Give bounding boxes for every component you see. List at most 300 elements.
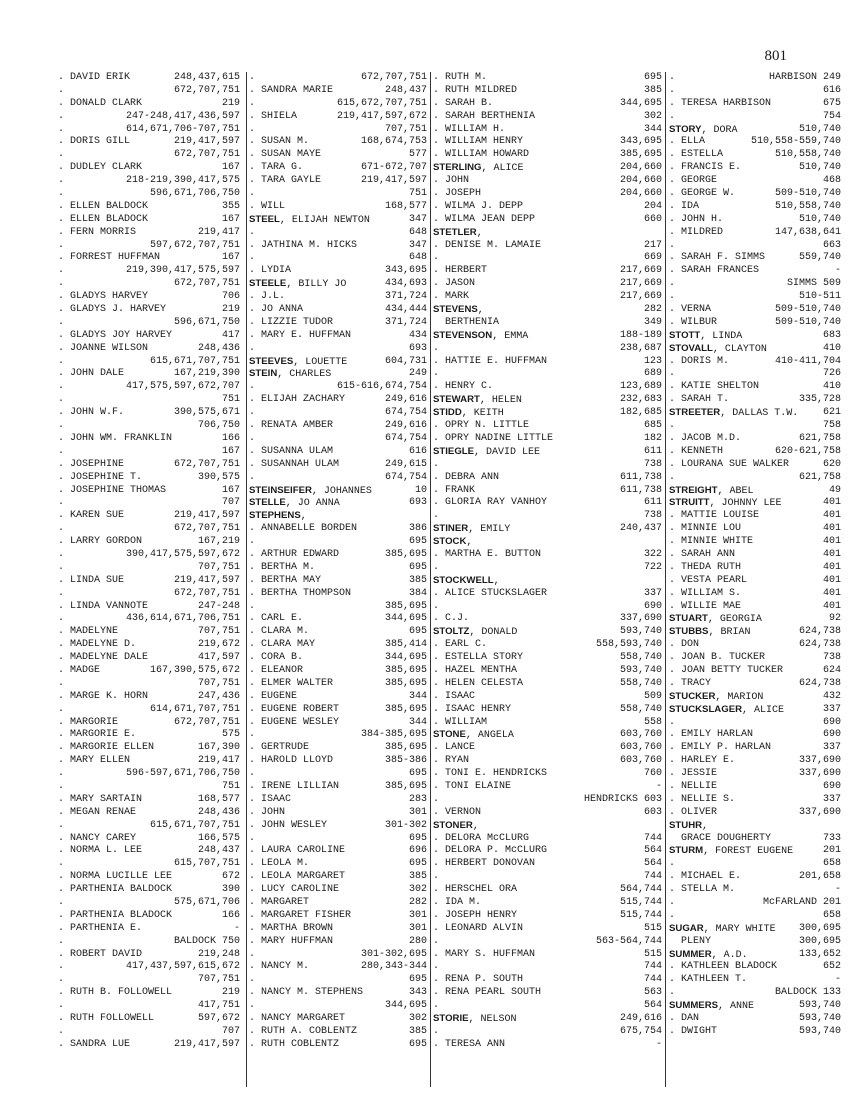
entry-pages: 603,760 — [619, 755, 662, 767]
entry-name: . JOSEPHINE — [58, 458, 125, 470]
entry-pages: 301 — [408, 922, 427, 934]
entry-pages: 300,695 — [798, 935, 841, 947]
index-entry — [669, 188, 841, 201]
index-column — [669, 72, 841, 1087]
index-entry — [669, 485, 841, 498]
entry-pages: 248,437 — [384, 84, 427, 96]
entry-name: . DAN — [669, 1013, 700, 1025]
entry-pages: 337,690 — [619, 613, 662, 625]
entry-pages: 337 — [822, 703, 841, 715]
entry-pages: 401 — [822, 523, 841, 535]
index-entry — [669, 781, 841, 794]
entry-name: . — [433, 342, 440, 354]
index-entry — [249, 588, 427, 601]
entry-name: . GERTRUDE — [249, 742, 310, 754]
entry-name: . SUSAN MAYE — [249, 149, 322, 161]
entry-name: STUHR, — [669, 819, 709, 832]
entry-name: . EMILY P. HARLAN — [669, 742, 772, 754]
entry-pages: 603 — [643, 806, 662, 818]
index-entry — [433, 278, 662, 291]
entry-pages: 167,390 — [197, 742, 240, 754]
entry-pages: 616 — [822, 84, 841, 96]
entry-pages: 510,558,740 — [774, 149, 841, 161]
entry-name: STUCKER, MARION — [669, 690, 764, 703]
entry-name: . RUTH B. FOLLOWELL — [58, 987, 173, 999]
entry-pages: 204,660 — [619, 188, 662, 200]
index-entry — [669, 987, 841, 1000]
entry-pages: 744 — [643, 974, 662, 986]
entry-pages: 564,744 — [619, 884, 662, 896]
entry-pages: 123,689 — [619, 381, 662, 393]
index-entry — [58, 613, 240, 626]
entry-pages: 249 — [408, 368, 427, 380]
entry-pages: 563 — [643, 987, 662, 999]
entry-name: . ISAAC HENRY — [433, 703, 512, 715]
entry-pages: 385 — [408, 574, 427, 586]
index-entry — [433, 291, 662, 304]
index-entry — [249, 433, 427, 446]
index-entry — [433, 136, 662, 149]
entry-name: . JOHN — [433, 175, 470, 187]
entry-name: STOCK, — [433, 536, 473, 549]
entry-name: . JOHN W.F. — [58, 407, 125, 419]
entry-pages: 672,707,751 — [173, 278, 240, 290]
entry-name: . BERTHA THOMPSON — [249, 587, 352, 599]
entry-pages: 301-302 — [384, 819, 427, 831]
entry-pages: 386 — [408, 523, 427, 535]
entry-name: . NELLIE S. — [669, 793, 736, 805]
entry-name: BERTHENIA — [433, 316, 500, 328]
entry-pages: 744 — [643, 832, 662, 844]
entry-name: . — [58, 188, 65, 200]
index-entry — [249, 175, 427, 188]
entry-pages: 217,669 — [619, 291, 662, 303]
index-entry — [669, 317, 841, 330]
entry-name: . DEBRA ANN — [433, 471, 500, 483]
entry-name: . — [433, 793, 440, 805]
entry-pages: 248,437 — [197, 845, 240, 857]
index-entry — [58, 768, 240, 781]
index-entry — [433, 510, 662, 523]
entry-name: . RUTH FOLLOWELL — [58, 1013, 155, 1025]
entry-pages: 337 — [822, 793, 841, 805]
entry-name: . — [249, 768, 256, 780]
entry-pages: 219,417 — [197, 755, 240, 767]
entry-pages: 168,577 — [197, 793, 240, 805]
index-entry — [58, 729, 240, 742]
index-entry — [669, 562, 841, 575]
index-entry — [433, 652, 662, 665]
index-entry — [249, 111, 427, 124]
entry-pages: 302 — [408, 1013, 427, 1025]
entry-pages: 133,652 — [798, 948, 841, 960]
entry-pages: 417,751 — [197, 1000, 240, 1012]
entry-name: . MATTIE LOUISE — [669, 510, 760, 522]
index-entry — [669, 356, 841, 369]
entry-name: . JOSEPH — [433, 188, 482, 200]
entry-pages: 247-248,417,436,597 — [125, 110, 240, 122]
entry-pages: 672,707,751 — [173, 716, 240, 728]
entry-name: . MARGARET FISHER — [249, 909, 352, 921]
index-entry — [58, 368, 240, 381]
entry-pages: 621,758 — [798, 471, 841, 483]
entry-pages: 280 — [408, 935, 427, 947]
entry-name: . — [58, 561, 65, 573]
entry-pages: 615,671,707,751 — [149, 355, 240, 367]
index-entry — [669, 459, 841, 472]
index-entry — [249, 252, 427, 265]
index-entry — [249, 446, 427, 459]
index-entry — [249, 381, 427, 394]
entry-pages: 219,417,597 — [173, 1038, 240, 1050]
entry-name: . TARA G. — [249, 162, 304, 174]
index-entry — [433, 742, 662, 755]
entry-pages: 204 — [643, 200, 662, 212]
entry-pages: 615,671,707,751 — [149, 819, 240, 831]
entry-pages: 672,707,751 — [173, 523, 240, 535]
entry-pages: 648 — [408, 226, 427, 238]
entry-name: . — [249, 72, 256, 83]
entry-pages: 401 — [822, 561, 841, 573]
entry-name: . J.L. — [249, 291, 286, 303]
entry-name: . KATHLEEN BLADOCK — [669, 961, 778, 973]
index-entry — [58, 755, 240, 768]
entry-name: . JOHN DALE — [58, 368, 125, 380]
entry-pages: 248,436 — [197, 806, 240, 818]
entry-name: . SARAH B. — [433, 97, 494, 109]
entry-name: . — [669, 909, 676, 921]
entry-name: . DELORA McCLURG — [433, 832, 530, 844]
entry-pages: 690 — [643, 600, 662, 612]
entry-name: . — [433, 961, 440, 973]
entry-pages: 347 — [408, 213, 427, 225]
index-entry — [58, 961, 240, 974]
index-entry — [433, 175, 662, 188]
entry-name: . JATHINA M. HICKS — [249, 239, 358, 251]
entry-pages: 434 — [408, 329, 427, 341]
index-entry — [58, 717, 240, 730]
entry-name: STUART, GEORGIA — [669, 613, 762, 626]
index-entry — [433, 794, 662, 807]
entry-name: . MEGAN RENAE — [58, 806, 137, 818]
entry-name: . DUDLEY CLARK — [58, 162, 143, 174]
entry-pages: 695 — [408, 832, 427, 844]
column-divider — [430, 72, 431, 1087]
index-entry — [433, 961, 662, 974]
index-entry — [58, 175, 240, 188]
entry-name: . KAREN SUE — [58, 510, 125, 522]
index-entry — [433, 252, 662, 265]
index-entry — [58, 85, 240, 98]
entry-pages: 238,687 — [619, 342, 662, 354]
entry-pages: 669 — [643, 252, 662, 264]
entry-pages: 596-597,671,706,750 — [125, 768, 240, 780]
entry-name: . — [249, 97, 256, 109]
entry-pages: 674,754 — [384, 432, 427, 444]
entry-name: . MARY S. HUFFMAN — [433, 948, 536, 960]
entry-name: . JOSEPHINE THOMAS — [58, 484, 167, 496]
entry-pages: 510-511 — [798, 291, 841, 303]
index-entry — [249, 72, 427, 85]
index-entry — [433, 317, 662, 330]
entry-pages: 509-510,740 — [774, 188, 841, 200]
entry-name: . ALICE STUCKSLAGER — [433, 587, 548, 599]
index-entry — [58, 497, 240, 510]
entry-name: . SUSAN M. — [249, 136, 310, 148]
entry-pages: 751 — [221, 394, 240, 406]
entry-pages: 302 — [643, 110, 662, 122]
index-entry — [249, 265, 427, 278]
entry-pages: 693 — [408, 342, 427, 354]
entry-name: . WILL — [249, 200, 286, 212]
entry-name: . LEOLA MARGARET — [249, 871, 346, 883]
entry-name: STEEVES, LOUETTE — [249, 355, 348, 368]
entry-pages: 343,695 — [619, 136, 662, 148]
entry-pages: 672,707,751 — [173, 458, 240, 470]
entry-pages: 707,751 — [197, 677, 240, 689]
entry-name: . — [433, 458, 440, 470]
index-entry — [249, 652, 427, 665]
entry-name: . OLIVER — [669, 806, 718, 818]
entry-pages: 593,740 — [798, 1013, 841, 1025]
index-column — [433, 72, 662, 1087]
entry-name: . MINNIE LOU — [669, 523, 742, 535]
index-entry — [58, 356, 240, 369]
index-entry — [249, 227, 427, 240]
index-entry — [58, 987, 240, 1000]
index-entry — [249, 936, 427, 949]
entry-pages: 510,740 — [798, 162, 841, 174]
index-entry — [433, 343, 662, 356]
entry-name: . BERTHA M. — [249, 561, 316, 573]
index-entry — [433, 691, 662, 704]
index-entry — [58, 652, 240, 665]
entry-name: . WILMA J. DEPP — [433, 200, 524, 212]
entry-pages: 558,740 — [619, 652, 662, 664]
entry-name: . — [433, 1000, 440, 1012]
index-entry — [249, 343, 427, 356]
index-entry — [249, 691, 427, 704]
entry-pages: 401 — [822, 497, 841, 509]
entry-pages: 577 — [408, 149, 427, 161]
entry-pages: 347 — [408, 239, 427, 251]
index-entry — [433, 304, 662, 317]
entry-pages: 283 — [408, 793, 427, 805]
entry-name: . CORA B. — [249, 652, 304, 664]
entry-name: . WILLIAM — [433, 716, 488, 728]
index-entry — [249, 472, 427, 485]
entry-name: . — [249, 974, 256, 986]
index-entry — [433, 472, 662, 485]
entry-pages: 738 — [643, 510, 662, 522]
entry-name: . — [669, 420, 676, 432]
entry-pages: 204,660 — [619, 175, 662, 187]
index-entry — [58, 381, 240, 394]
index-entry — [669, 510, 841, 523]
entry-pages: 510,740 — [798, 123, 841, 135]
index-entry — [669, 794, 841, 807]
entry-pages: 302 — [408, 884, 427, 896]
index-entry — [249, 974, 427, 987]
entry-name: . MARY E. HUFFMAN — [249, 329, 352, 341]
entry-pages: 337,690 — [798, 755, 841, 767]
entry-pages: 385,695 — [384, 742, 427, 754]
entry-name: . — [433, 510, 440, 522]
entry-pages: 510,558-559,740 — [750, 136, 841, 148]
entry-name: STUBBS, BRIAN — [669, 626, 751, 639]
index-entry — [249, 317, 427, 330]
entry-pages: 624 — [822, 664, 841, 676]
index-entry — [433, 833, 662, 846]
index-entry — [249, 884, 427, 897]
entry-pages: 509 — [643, 690, 662, 702]
index-column — [249, 72, 427, 1087]
entry-pages: 337 — [643, 587, 662, 599]
entry-pages: 695 — [408, 858, 427, 870]
index-entry — [249, 136, 427, 149]
entry-pages: 344,695 — [384, 652, 427, 664]
entry-name: . — [669, 278, 676, 290]
entry-pages: 337,690 — [798, 806, 841, 818]
entry-name: STORY, DORA — [669, 123, 738, 136]
entry-pages: - — [655, 780, 662, 792]
entry-name: . TERESA HARBISON — [669, 97, 772, 109]
entry-name: . — [58, 355, 65, 367]
entry-pages: 751 — [221, 780, 240, 792]
entry-name: STERLING, ALICE — [433, 162, 524, 175]
index-entry — [249, 1039, 427, 1052]
index-entry — [58, 1026, 240, 1039]
entry-pages: 738 — [822, 652, 841, 664]
entry-name: . — [249, 381, 256, 393]
index-entry — [249, 459, 427, 472]
entry-name: . ELIJAH ZACHARY — [249, 394, 346, 406]
index-entry — [433, 549, 662, 562]
entry-name: STOCKWELL, — [433, 574, 500, 587]
index-entry — [58, 1000, 240, 1013]
entry-pages: 401 — [822, 587, 841, 599]
entry-name: . RUTH A. COBLENTZ — [249, 1025, 358, 1037]
index-entry — [249, 858, 427, 871]
entry-name: . JASON — [433, 278, 476, 290]
entry-name: . LEONARD ALVIN — [433, 922, 524, 934]
entry-name: . JOHN — [249, 806, 286, 818]
entry-name: . LINDA SUE — [58, 574, 125, 586]
index-entry — [669, 330, 841, 343]
entry-pages: 675 — [822, 97, 841, 109]
entry-name: . HATTIE E. HUFFMAN — [433, 355, 548, 367]
index-entry — [58, 265, 240, 278]
index-entry — [433, 381, 662, 394]
entry-pages: 385,695 — [384, 677, 427, 689]
entry-pages: 219,417,597 — [360, 175, 427, 187]
index-entry — [669, 175, 841, 188]
entry-name: . DELORA P. McCLURG — [433, 845, 548, 857]
entry-pages: 754 — [822, 110, 841, 122]
index-entry — [433, 588, 662, 601]
index-entry — [249, 201, 427, 214]
index-entry — [669, 665, 841, 678]
entry-name: . FRANK — [433, 484, 476, 496]
entry-pages: 564 — [643, 845, 662, 857]
index-entry — [669, 420, 841, 433]
index-entry — [433, 85, 662, 98]
entry-pages: 751 — [408, 188, 427, 200]
entry-name: . SUSANNA ULAM — [249, 445, 334, 457]
index-entry — [58, 665, 240, 678]
entry-name: . DWIGHT — [669, 1025, 718, 1037]
index-entry — [58, 446, 240, 459]
entry-pages: 401 — [822, 548, 841, 560]
index-entry — [433, 768, 662, 781]
entry-pages: 722 — [643, 561, 662, 573]
entry-pages: 672,707,751 — [173, 149, 240, 161]
entry-pages — [423, 510, 427, 523]
index-entry — [669, 446, 841, 459]
entry-name: . SHIELA — [249, 110, 298, 122]
entry-pages: 559,740 — [798, 252, 841, 264]
index-entry — [249, 742, 427, 755]
entry-pages: 219,417,597 — [173, 574, 240, 586]
entry-pages: 434,444 — [384, 304, 427, 316]
entry-name: . ELMER WALTER — [249, 677, 334, 689]
entry-name: . CARL E. — [249, 613, 304, 625]
entry-pages: 417,437,597,615,672 — [125, 961, 240, 973]
index-entry — [433, 562, 662, 575]
entry-name: STONER, — [433, 819, 479, 832]
entry-name: . — [58, 239, 65, 251]
entry-name: . FORREST HUFFMAN — [58, 252, 161, 264]
index-entry — [249, 291, 427, 304]
index-entry — [249, 665, 427, 678]
entry-name: GRACE DOUGHERTY — [669, 832, 772, 844]
index-entry — [249, 356, 427, 369]
index-entry — [249, 394, 427, 407]
index-entry — [58, 1013, 240, 1026]
index-entry — [249, 98, 427, 111]
index-entry — [249, 510, 427, 523]
entry-pages: 624,738 — [798, 626, 841, 638]
entry-pages: 515 — [643, 948, 662, 960]
entry-name: STREETER, DALLAS T.W. — [669, 407, 799, 420]
entry-pages: 301-302,695 — [360, 948, 427, 960]
entry-pages: 401 — [822, 574, 841, 586]
index-entry — [249, 613, 427, 626]
entry-name: . WILLIAM HENRY — [433, 136, 524, 148]
entry-pages — [658, 227, 662, 240]
entry-name: . — [58, 587, 65, 599]
entry-name: . RUTH M. — [433, 72, 488, 83]
index-entry — [433, 446, 662, 459]
index-entry — [58, 72, 240, 85]
index-entry — [669, 433, 841, 446]
index-entry — [669, 265, 841, 278]
index-entry — [58, 871, 240, 884]
entry-pages: 337,690 — [798, 768, 841, 780]
index-entry — [433, 678, 662, 691]
index-entry — [249, 575, 427, 588]
entry-name: . JOHN H. — [669, 213, 724, 225]
entry-pages: 611,738 — [619, 484, 662, 496]
entry-name: . PARTHENIA E. — [58, 922, 143, 934]
entry-name: . LARRY GORDON — [58, 536, 143, 548]
index-entry — [669, 497, 841, 510]
index-entry — [249, 485, 427, 498]
entry-pages: 695 — [408, 561, 427, 573]
index-entry — [669, 407, 841, 420]
entry-name: . — [58, 149, 65, 161]
entry-name: . ESTELLA STORY — [433, 652, 524, 664]
